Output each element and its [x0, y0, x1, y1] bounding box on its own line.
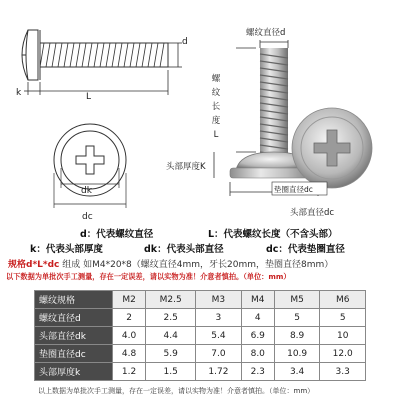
table-cell: 6.9 — [241, 327, 274, 345]
note-top: 以下数据为单批次手工测量，存在一定误差，请以实物为准！介意者慎拍。（单位：mm） — [6, 272, 291, 281]
table-cell: 8.9 — [274, 327, 320, 345]
table-row — [35, 327, 366, 345]
length-char: 纹 — [211, 88, 221, 98]
table-cell: 5.9 — [146, 345, 196, 363]
table-cell: 2 — [113, 309, 146, 327]
table-row-label: 头部直径dk — [35, 327, 113, 345]
legend-row-2-c: dc：代表垫圈直径 — [266, 244, 345, 255]
table-cell: 3.3 — [320, 363, 366, 381]
table-cell: 12.0 — [320, 345, 366, 363]
table-row-label: 螺纹直径d — [35, 309, 113, 327]
table-size-header: M3 — [196, 291, 242, 309]
length-char: 长 — [211, 102, 221, 112]
table-cell: 4.4 — [146, 327, 196, 345]
table-row — [35, 309, 366, 327]
photo-head-thickness-label: 头部厚度K — [166, 162, 206, 172]
table-cell: 7.0 — [196, 345, 242, 363]
length-char: 螺 — [211, 74, 221, 84]
photo-washer-diameter-label: 垫圈直径dc — [274, 185, 313, 194]
label-dk: dk — [81, 186, 92, 196]
legend-row-2-a: k：代表头部厚度 — [30, 244, 103, 255]
table-row — [35, 345, 366, 363]
label-k: k — [16, 88, 22, 98]
label-L: L — [86, 92, 92, 102]
spec-prefix: 规格d*L*dc — [8, 260, 60, 270]
table-cell: 2.3 — [241, 363, 274, 381]
note-bottom: 以上数据为单批次手工测量，存在一定误差，请以实物为准！介意者慎拍。（单位：mm） — [38, 387, 315, 395]
table-cell: 2.5 — [146, 309, 196, 327]
table-cell: 5.4 — [196, 327, 242, 345]
table-cell: 1.5 — [146, 363, 196, 381]
table-cell: 5 — [320, 309, 366, 327]
table-cell: 4.0 — [113, 327, 146, 345]
table-cell: 5 — [274, 309, 320, 327]
label-dc: dc — [82, 212, 93, 222]
table-row — [35, 363, 366, 381]
table-row-label: 垫圈直径dc — [35, 345, 113, 363]
photo-thread-length-label — [210, 72, 222, 142]
label-d: d — [182, 37, 188, 47]
table-cell: 8.0 — [241, 345, 274, 363]
table-size-header: M4 — [241, 291, 274, 309]
table-cell: 1.2 — [113, 363, 146, 381]
screw-side-diagram — [10, 10, 195, 110]
table-size-header: M2 — [113, 291, 146, 309]
length-char: 度 — [211, 116, 221, 126]
length-char: L — [213, 130, 219, 140]
table-cell: 1.72 — [196, 363, 242, 381]
spec-text: 组成 如M4*20*8（螺纹直径4mm，牙长20mm，垫圈直径8mm） — [59, 260, 334, 270]
table-size-header: M2.5 — [146, 291, 196, 309]
table-cell: 10 — [320, 327, 366, 345]
photo-head-diameter-label: 头部直径dc — [290, 208, 335, 218]
legend-row-2-b: dk：代表头部直径 — [144, 244, 224, 255]
table-row-label: 头部厚度k — [35, 363, 113, 381]
table-cell: 3.4 — [274, 363, 320, 381]
table-cell: 3 — [196, 309, 242, 327]
table-header-row — [35, 291, 366, 309]
screw-top-diagram — [40, 118, 160, 218]
legend-row-1-right: L：代表螺纹长度（不含头部） — [208, 229, 338, 240]
table-header-label: 螺纹规格 — [35, 291, 113, 309]
table-cell: 4 — [241, 309, 274, 327]
legend-row-1-left: d：代表螺纹直径 — [80, 229, 154, 240]
table-cell: 10.9 — [274, 345, 320, 363]
table-cell: 4.8 — [113, 345, 146, 363]
table-size-header: M5 — [274, 291, 320, 309]
photo-thread-diameter-label: 螺纹直径d — [246, 28, 286, 38]
spec-line — [8, 257, 333, 270]
table-size-header: M6 — [320, 291, 366, 309]
spec-table — [34, 290, 366, 381]
